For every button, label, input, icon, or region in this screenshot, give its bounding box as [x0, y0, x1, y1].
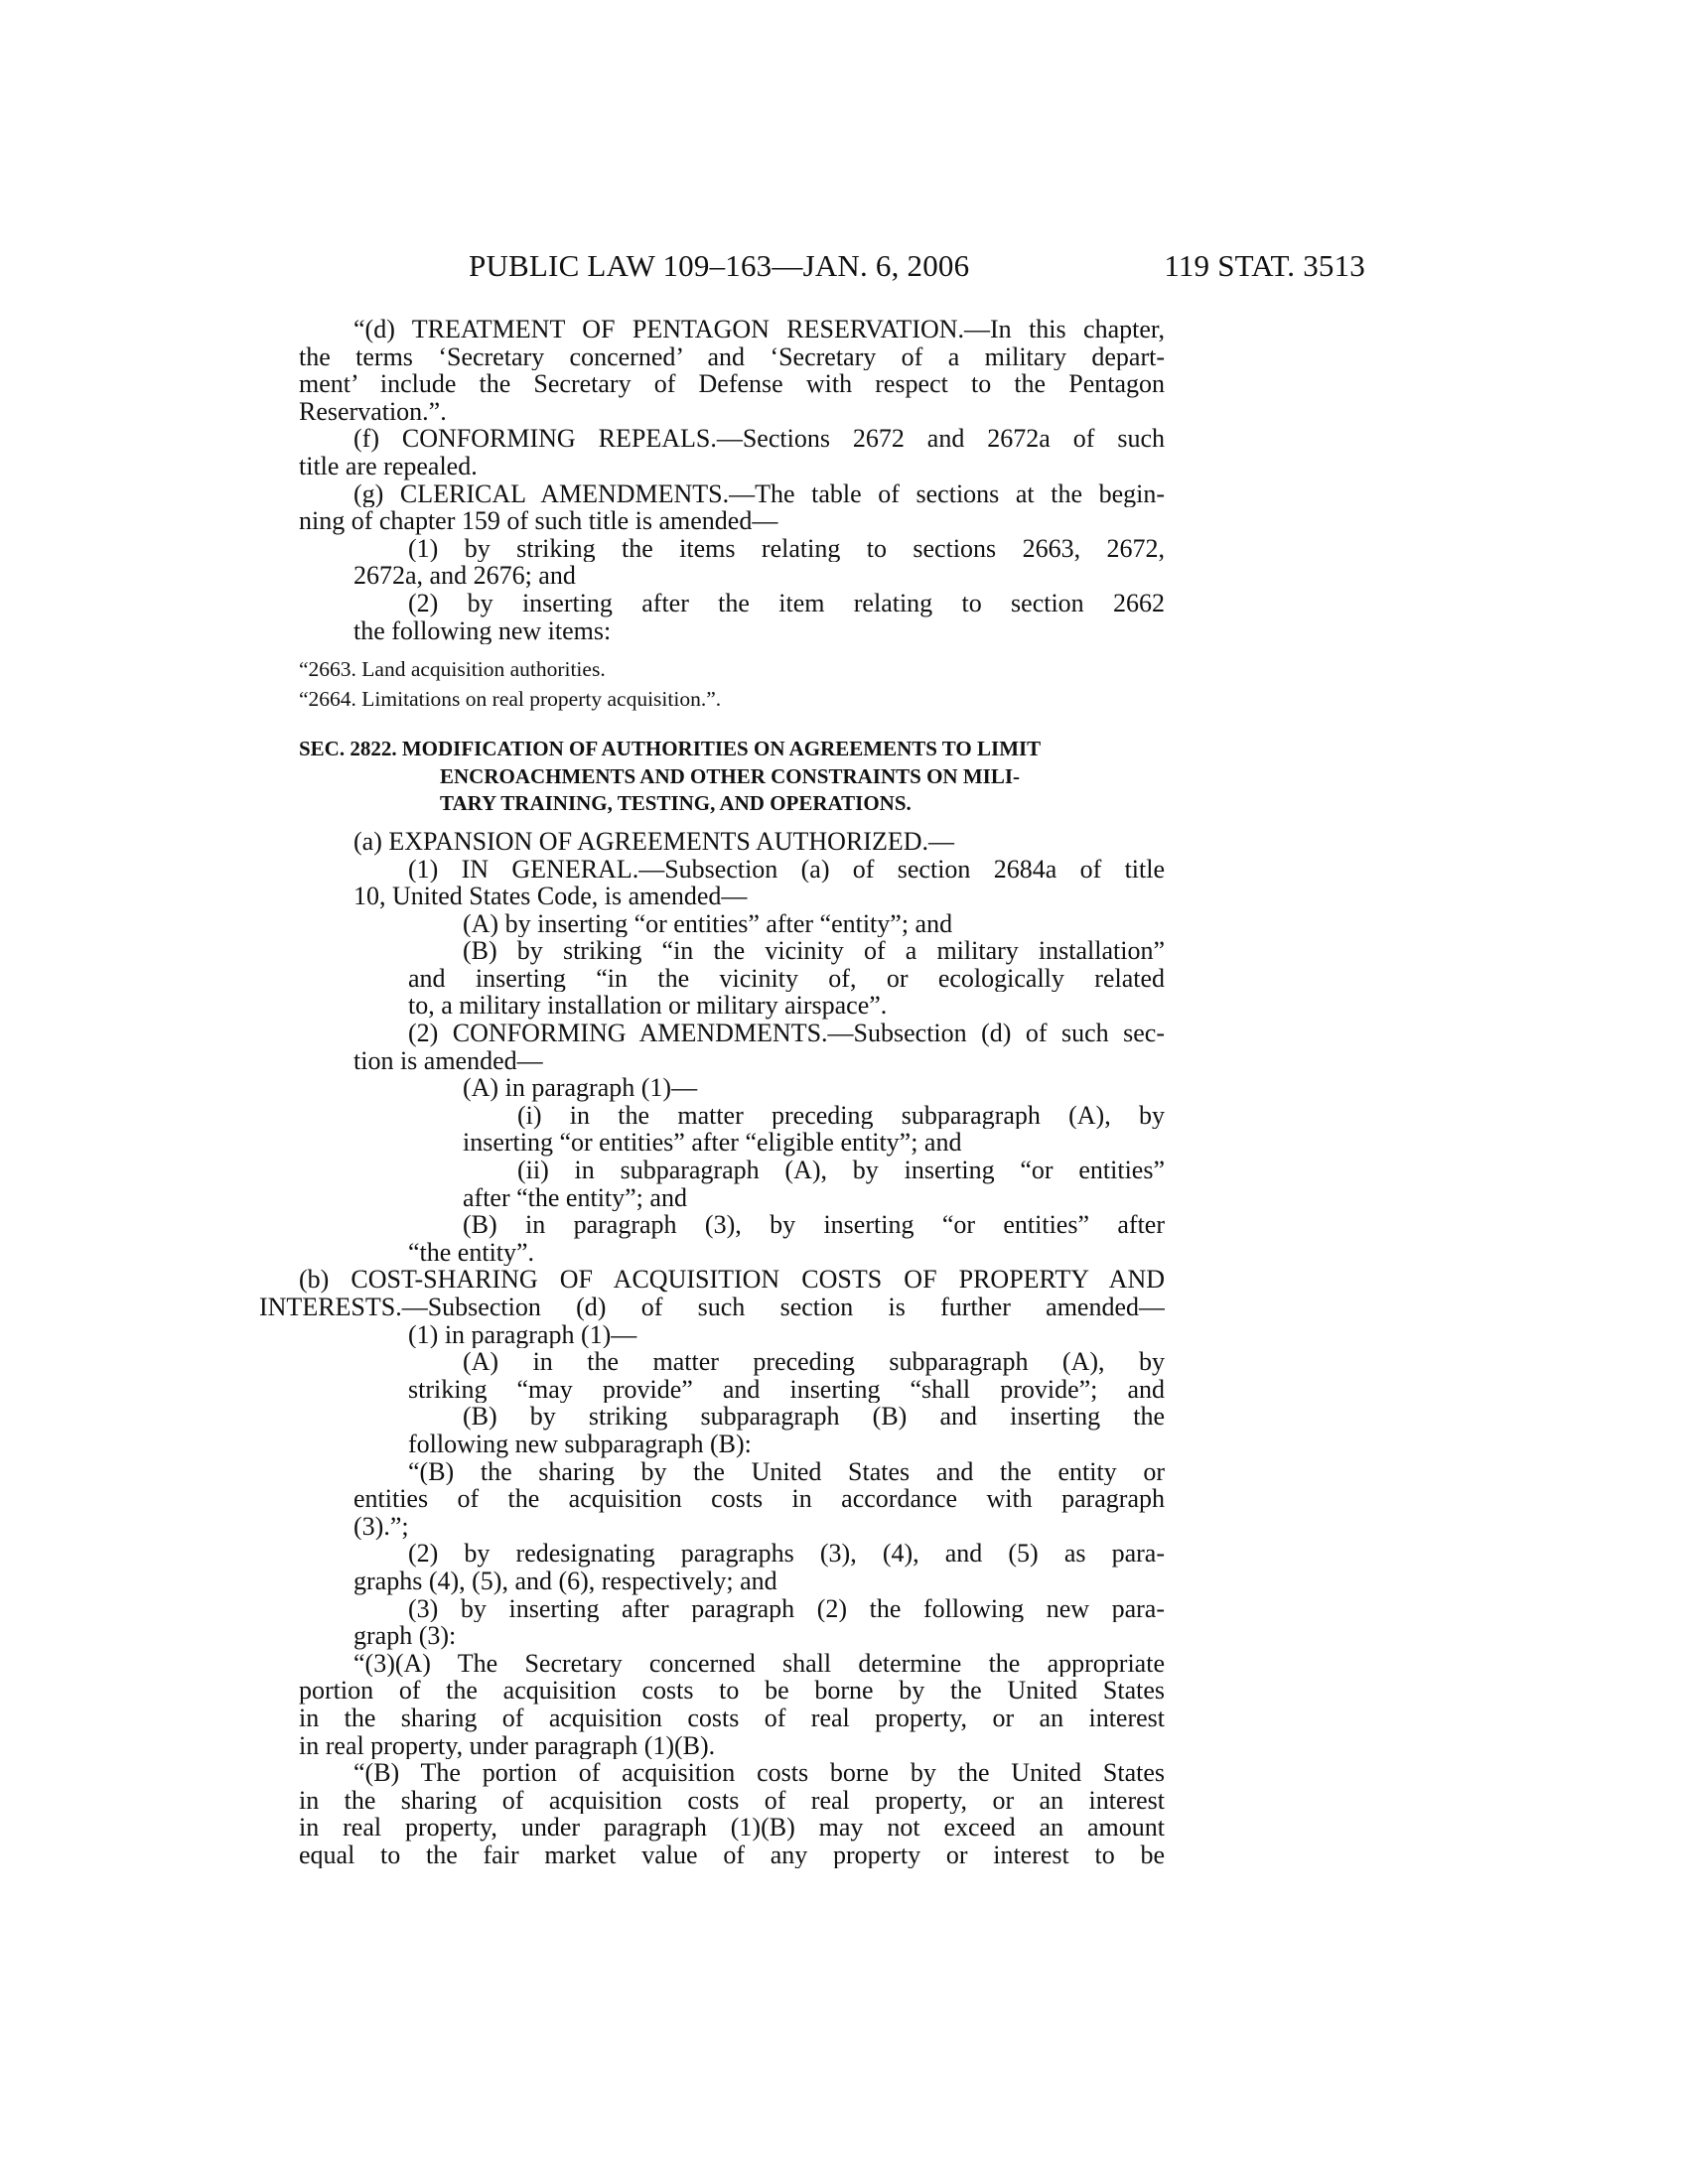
text-line: (a) EXPANSION OF AGREEMENTS AUTHORIZED.— [353, 827, 954, 856]
text-line: in the sharing of acquisition costs of real property, or an interest [299, 1786, 1165, 1815]
toc-item: “2664. Limitations on real property acquisition.”. [299, 687, 722, 712]
text-line: INTERESTS.—Subsection (d) of such section is further amended— [259, 1294, 1165, 1321]
text-line: 10, United States Code, is amended— [353, 883, 748, 910]
text-line: after “the entity”; and [463, 1183, 687, 1212]
text-line: striking “may provide” and inserting “shall provide”; and [408, 1375, 1165, 1404]
text-line: portion of the acquisition costs to be borne by the United States [299, 1677, 1165, 1705]
text-line: (i) in the matter preceding subparagraph (A), by [517, 1101, 1165, 1130]
text-line: “(d) TREATMENT OF PENTAGON RESERVATION.—In this chapter, [353, 316, 1165, 343]
section-heading-cont: TARY TRAINING, TESTING, AND OPERATIONS. [440, 791, 912, 816]
text-line: following new subparagraph (B): [408, 1430, 752, 1458]
text-line: (A) in the matter preceding subparagraph (A), by [463, 1348, 1165, 1376]
section-heading: SEC. 2822. MODIFICATION OF AUTHORITIES ON AGREEMENTS TO LIMIT [299, 737, 1042, 761]
toc-item: “2663. Land acquisition authorities. [299, 657, 606, 682]
text-line: the terms ‘Secretary concerned’ and ‘Secretary of a military depart- [299, 342, 1165, 371]
text-line: ning of chapter 159 of such title is amended— [299, 507, 778, 535]
header-stat-page: 119 STAT. 3513 [1164, 248, 1365, 283]
text-line: in real property, under paragraph (1)(B). [299, 1731, 716, 1760]
text-line: in real property, under paragraph (1)(B) may not exceed an amount [299, 1814, 1165, 1842]
header-citation: PUBLIC LAW 109–163—JAN. 6, 2006 [469, 248, 970, 283]
text-line: graph (3): [353, 1622, 457, 1650]
text-line: graphs (4), (5), and (6), respectively; and [353, 1567, 777, 1595]
text-line: (1) in paragraph (1)— [408, 1320, 637, 1349]
text-line: (2) CONFORMING AMENDMENTS.—Subsection (d) of such sec- [408, 1020, 1165, 1047]
text-line: (3) by inserting after paragraph (2) the following new para- [408, 1594, 1165, 1623]
text-line: (2) by inserting after the item relating to section 2662 [408, 589, 1165, 617]
text-line: “the entity”. [408, 1238, 535, 1267]
text-line: (f) CONFORMING REPEALS.—Sections 2672 and 2672a of such [353, 425, 1165, 453]
text-line: (A) in paragraph (1)— [463, 1074, 698, 1102]
text-line: (g) CLERICAL AMENDMENTS.—The table of sections at the begin- [353, 479, 1165, 508]
text-line: (ii) in subparagraph (A), by inserting “or entities” [517, 1157, 1165, 1184]
text-line: and inserting “in the vicinity of, or ecologically related [408, 964, 1165, 993]
text-line: Reservation.”. [299, 397, 447, 426]
text-line: ment’ include the Secretary of Defense with respect to the Pentagon [299, 370, 1165, 398]
text-line: in the sharing of acquisition costs of real property, or an interest [299, 1704, 1165, 1732]
text-line: “(3)(A) The Secretary concerned shall determine the appropriate [353, 1649, 1165, 1678]
text-line: (A) by inserting “or entities” after “entity”; and [463, 909, 953, 938]
text-line: the following new items: [353, 616, 612, 645]
text-line: (1) IN GENERAL.—Subsection (a) of section 2684a of title [408, 855, 1165, 884]
text-line: “(B) The portion of acquisition costs borne by the United States [353, 1759, 1165, 1787]
text-line: (1) by striking the items relating to sections 2663, 2672, [408, 534, 1165, 563]
text-line: tion is amended— [353, 1046, 543, 1075]
text-line: (b) COST-SHARING OF ACQUISITION COSTS OF PROPERTY AND [299, 1266, 1165, 1294]
text-line: title are repealed. [299, 452, 478, 480]
text-line: (B) by striking subparagraph (B) and inserting the [463, 1403, 1165, 1431]
text-line: 2672a, and 2676; and [353, 562, 576, 590]
text-line: entities of the acquisition costs in accordance with paragraph [353, 1485, 1165, 1513]
text-line: inserting “or entities” after “eligible entity”; and [463, 1129, 962, 1158]
text-line: (3).”; [353, 1512, 409, 1541]
text-line: (2) by redesignating paragraphs (3), (4), and (5) as para- [408, 1540, 1165, 1568]
text-line: “(B) the sharing by the United States and the entity or [408, 1457, 1165, 1486]
document-body [259, 316, 1165, 1869]
page-header [298, 248, 1365, 288]
text-line: to, a military installation or military airspace”. [408, 992, 888, 1021]
text-line: (B) by striking “in the vicinity of a military installation” [463, 937, 1165, 965]
text-line: (B) in paragraph (3), by inserting “or entities” after [463, 1211, 1165, 1239]
text-line: equal to the fair market value of any property or interest to be [299, 1841, 1165, 1869]
section-heading-cont: ENCROACHMENTS AND OTHER CONSTRAINTS ON MILI- [440, 763, 1020, 788]
